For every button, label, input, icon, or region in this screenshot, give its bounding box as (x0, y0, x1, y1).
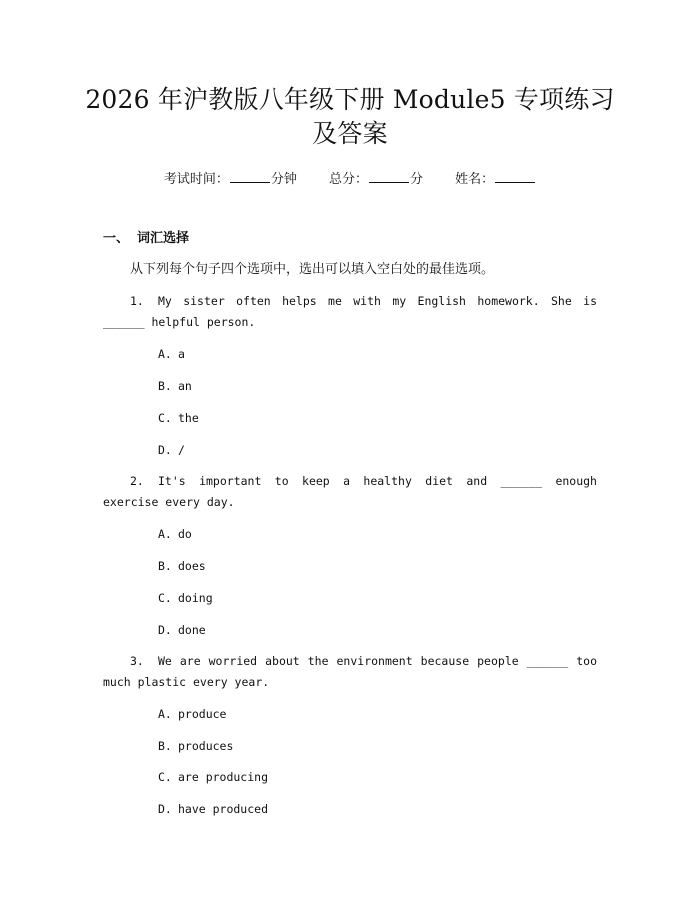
option-text: an (178, 379, 192, 393)
total-score-unit: 分 (410, 172, 424, 187)
question-3-number: 3. (130, 654, 144, 668)
question-1-option-c (158, 408, 199, 428)
question-3-option-c (158, 767, 268, 787)
student-name-field (455, 168, 536, 190)
question-2-text: It's important to keep a healthy diet and ______ enough exercise every day. (103, 474, 597, 509)
option-letter: A. (158, 347, 172, 361)
section-title: 词汇选择 (137, 231, 190, 246)
question-3 (103, 651, 597, 693)
option-letter: D. (158, 623, 172, 637)
question-1-number: 1. (130, 294, 144, 308)
option-text: a (178, 347, 185, 361)
option-letter: B. (158, 379, 172, 393)
student-name-blank (495, 168, 535, 183)
question-3-option-d (158, 799, 268, 819)
exam-time-unit: 分钟 (270, 172, 297, 187)
question-2-option-c (158, 588, 213, 608)
option-text: / (178, 443, 185, 457)
option-text: produces (178, 739, 234, 753)
question-2-option-d (158, 620, 206, 640)
question-1 (103, 291, 597, 333)
option-text: have produced (178, 802, 269, 816)
question-1-option-d (158, 440, 185, 460)
question-1-option-a (158, 344, 185, 364)
exam-time-label: 考试时间： (163, 172, 229, 187)
section-heading (103, 229, 189, 249)
question-3-option-a (158, 704, 226, 724)
option-text: produce (178, 707, 227, 721)
option-text: do (178, 527, 192, 541)
student-name-label: 姓名： (455, 172, 495, 187)
document-title-line-1: 2026 年沪教版八年级下册 Module5 专项练习 (85, 85, 615, 114)
question-1-text: My sister often helps me with my English homework. She is ______ helpful person. (103, 294, 597, 329)
exam-time-field (164, 168, 297, 190)
question-3-option-b (158, 736, 233, 756)
exam-info-row (0, 168, 700, 190)
total-score-field (329, 168, 423, 190)
option-text: done (178, 623, 206, 637)
section-instruction: 从下列每个句子四个选项中，选出可以填入空白处的最佳选项。 (130, 262, 495, 277)
option-text: does (178, 559, 206, 573)
option-text: are producing (178, 770, 269, 784)
option-letter: D. (158, 443, 172, 457)
question-2 (103, 471, 597, 513)
option-letter: D. (158, 802, 172, 816)
section-number: 一、 (103, 231, 130, 246)
option-text: the (178, 411, 199, 425)
option-letter: A. (158, 527, 172, 541)
total-score-blank (369, 168, 409, 183)
total-score-label: 总分： (328, 172, 368, 187)
option-text: doing (178, 591, 213, 605)
option-letter: B. (158, 739, 172, 753)
question-2-option-b (158, 556, 206, 576)
question-2-number: 2. (130, 474, 144, 488)
option-letter: A. (158, 707, 172, 721)
question-2-option-a (158, 524, 192, 544)
document-title-line-2: 及答案 (312, 119, 388, 148)
exam-time-blank (230, 168, 270, 183)
question-3-text: We are worried about the environment because people ______ too much plastic every year. (103, 654, 597, 689)
option-letter: C. (158, 770, 172, 784)
option-letter: C. (158, 591, 172, 605)
option-letter: C. (158, 411, 172, 425)
question-1-option-b (158, 376, 192, 396)
option-letter: B. (158, 559, 172, 573)
